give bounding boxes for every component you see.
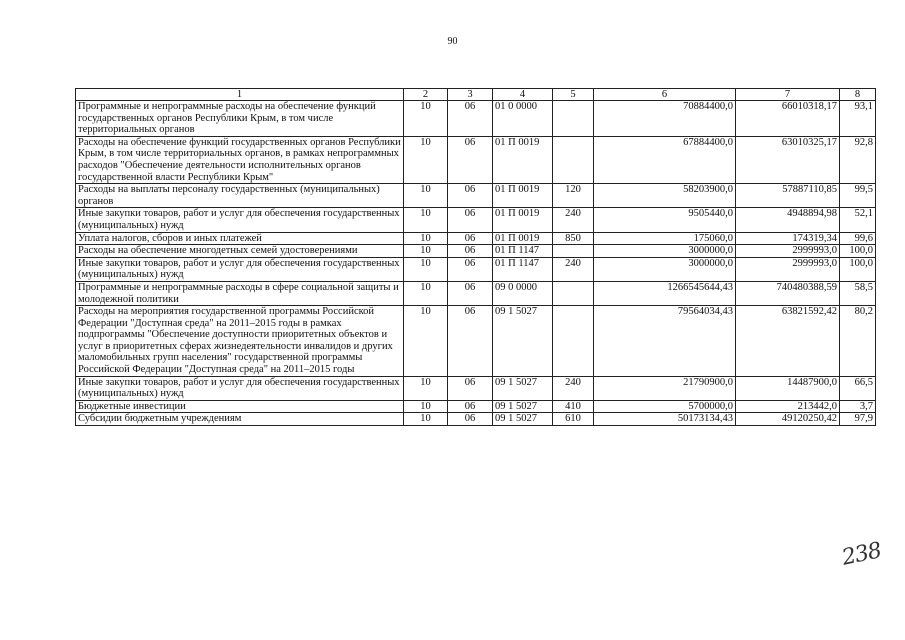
subsection-code-cell: 06 <box>448 306 493 377</box>
target-article-cell: 01 П 0019 <box>493 232 553 245</box>
subsection-code-cell: 06 <box>448 281 493 305</box>
subsection-code-cell: 06 <box>448 245 493 258</box>
column-header: 6 <box>594 89 736 101</box>
execution-percent-cell: 100,0 <box>840 257 876 281</box>
planned-amount-cell: 5700000,0 <box>594 400 736 413</box>
target-article-cell: 09 1 5027 <box>493 400 553 413</box>
expense-type-cell <box>553 281 594 305</box>
column-header: 1 <box>76 89 404 101</box>
expense-type-cell: 610 <box>553 413 594 426</box>
column-header: 7 <box>736 89 840 101</box>
planned-amount-cell: 67884400,0 <box>594 136 736 183</box>
execution-percent-cell: 52,1 <box>840 208 876 232</box>
execution-percent-cell: 99,5 <box>840 184 876 208</box>
subsection-code-cell: 06 <box>448 208 493 232</box>
planned-amount-cell: 70884400,0 <box>594 101 736 137</box>
executed-amount-cell: 57887110,85 <box>736 184 840 208</box>
planned-amount-cell: 50173134,43 <box>594 413 736 426</box>
execution-percent-cell: 66,5 <box>840 376 876 400</box>
execution-percent-cell: 93,1 <box>840 101 876 137</box>
table-row <box>76 281 876 305</box>
target-article-cell: 09 0 0000 <box>493 281 553 305</box>
planned-amount-cell: 175060,0 <box>594 232 736 245</box>
column-header: 8 <box>840 89 876 101</box>
subsection-code-cell: 06 <box>448 257 493 281</box>
executed-amount-cell: 213442,0 <box>736 400 840 413</box>
executed-amount-cell: 63821592,42 <box>736 306 840 377</box>
row-name-cell: Уплата налогов, сборов и иных платежей <box>76 232 404 245</box>
page-number: 90 <box>447 36 458 47</box>
table-row <box>76 208 876 232</box>
row-name-cell: Расходы на обеспечение многодетных семей удостоверениями <box>76 245 404 258</box>
row-name-cell: Расходы на мероприятия государственной программы Российской Федерации "Доступная среда" на 2011–2015 годы в рамках подпрограммы "Обеспечение доступности приоритетных объектов и услуг в приоритетных сферах жизнедеятельности инвалидов и других маломобильных групп населения" государственной программы Российской Федерации "Доступная среда" на 2011–2015 годы <box>76 306 404 377</box>
execution-percent-cell: 100,0 <box>840 245 876 258</box>
expense-type-cell <box>553 306 594 377</box>
expense-type-cell <box>553 136 594 183</box>
expense-type-cell: 240 <box>553 208 594 232</box>
section-code-cell: 10 <box>404 306 448 377</box>
row-name-cell: Программные и непрограммные расходы на обеспечение функций государственных органов Республики Крым, в том числе территориальных органов <box>76 101 404 137</box>
subsection-code-cell: 06 <box>448 232 493 245</box>
table-row <box>76 232 876 245</box>
target-article-cell: 09 1 5027 <box>493 413 553 426</box>
section-code-cell: 10 <box>404 376 448 400</box>
executed-amount-cell: 66010318,17 <box>736 101 840 137</box>
executed-amount-cell: 49120250,42 <box>736 413 840 426</box>
handwritten-page-mark: 238 <box>839 538 884 571</box>
section-code-cell: 10 <box>404 101 448 137</box>
row-name-cell: Иные закупки товаров, работ и услуг для обеспечения государственных (муниципальных) нужд <box>76 208 404 232</box>
section-code-cell: 10 <box>404 245 448 258</box>
expense-type-cell: 850 <box>553 232 594 245</box>
section-code-cell: 10 <box>404 184 448 208</box>
executed-amount-cell: 2999993,0 <box>736 245 840 258</box>
row-name-cell: Расходы на выплаты персоналу государственных (муниципальных) органов <box>76 184 404 208</box>
row-name-cell: Субсидии бюджетным учреждениям <box>76 413 404 426</box>
expense-type-cell: 240 <box>553 257 594 281</box>
table-row <box>76 413 876 426</box>
section-code-cell: 10 <box>404 208 448 232</box>
planned-amount-cell: 3000000,0 <box>594 245 736 258</box>
planned-amount-cell: 21790900,0 <box>594 376 736 400</box>
target-article-cell: 01 П 1147 <box>493 245 553 258</box>
executed-amount-cell: 4948894,98 <box>736 208 840 232</box>
table-header-row <box>76 89 876 101</box>
table-row <box>76 184 876 208</box>
execution-percent-cell: 99,6 <box>840 232 876 245</box>
row-name-cell: Иные закупки товаров, работ и услуг для обеспечения государственных (муниципальных) нужд <box>76 376 404 400</box>
section-code-cell: 10 <box>404 136 448 183</box>
expense-type-cell <box>553 245 594 258</box>
section-code-cell: 10 <box>404 257 448 281</box>
subsection-code-cell: 06 <box>448 400 493 413</box>
table-row <box>76 306 876 377</box>
expense-type-cell <box>553 101 594 137</box>
target-article-cell: 09 1 5027 <box>493 376 553 400</box>
execution-percent-cell: 3,7 <box>840 400 876 413</box>
target-article-cell: 01 П 0019 <box>493 184 553 208</box>
target-article-cell: 01 П 0019 <box>493 208 553 232</box>
column-header: 5 <box>553 89 594 101</box>
executed-amount-cell: 740480388,59 <box>736 281 840 305</box>
column-header: 4 <box>493 89 553 101</box>
budget-table <box>75 88 876 426</box>
table-row <box>76 101 876 137</box>
row-name-cell: Расходы на обеспечение функций государственных органов Республики Крым, в том числе территориальных органов, в рамках непрограммных расходов "Обеспечение деятельности исполнительных органов государственной власти Республики Крым" <box>76 136 404 183</box>
expense-type-cell: 410 <box>553 400 594 413</box>
column-header: 3 <box>448 89 493 101</box>
section-code-cell: 10 <box>404 281 448 305</box>
executed-amount-cell: 174319,34 <box>736 232 840 245</box>
table-row <box>76 376 876 400</box>
planned-amount-cell: 9505440,0 <box>594 208 736 232</box>
execution-percent-cell: 97,9 <box>840 413 876 426</box>
row-name-cell: Программные и непрограммные расходы в сфере социальной защиты и молодежной политики <box>76 281 404 305</box>
executed-amount-cell: 14487900,0 <box>736 376 840 400</box>
executed-amount-cell: 63010325,17 <box>736 136 840 183</box>
table-row <box>76 257 876 281</box>
table-row <box>76 245 876 258</box>
table-row <box>76 136 876 183</box>
execution-percent-cell: 92,8 <box>840 136 876 183</box>
column-header: 2 <box>404 89 448 101</box>
subsection-code-cell: 06 <box>448 413 493 426</box>
execution-percent-cell: 80,2 <box>840 306 876 377</box>
section-code-cell: 10 <box>404 413 448 426</box>
target-article-cell: 01 П 1147 <box>493 257 553 281</box>
executed-amount-cell: 2999993,0 <box>736 257 840 281</box>
target-article-cell: 01 П 0019 <box>493 136 553 183</box>
section-code-cell: 10 <box>404 400 448 413</box>
section-code-cell: 10 <box>404 232 448 245</box>
subsection-code-cell: 06 <box>448 376 493 400</box>
expense-type-cell: 240 <box>553 376 594 400</box>
row-name-cell: Бюджетные инвестиции <box>76 400 404 413</box>
row-name-cell: Иные закупки товаров, работ и услуг для обеспечения государственных (муниципальных) нужд <box>76 257 404 281</box>
subsection-code-cell: 06 <box>448 136 493 183</box>
planned-amount-cell: 1266545644,43 <box>594 281 736 305</box>
planned-amount-cell: 3000000,0 <box>594 257 736 281</box>
subsection-code-cell: 06 <box>448 184 493 208</box>
table-row <box>76 400 876 413</box>
expense-type-cell: 120 <box>553 184 594 208</box>
target-article-cell: 01 0 0000 <box>493 101 553 137</box>
subsection-code-cell: 06 <box>448 101 493 137</box>
execution-percent-cell: 58,5 <box>840 281 876 305</box>
target-article-cell: 09 1 5027 <box>493 306 553 377</box>
planned-amount-cell: 79564034,43 <box>594 306 736 377</box>
planned-amount-cell: 58203900,0 <box>594 184 736 208</box>
